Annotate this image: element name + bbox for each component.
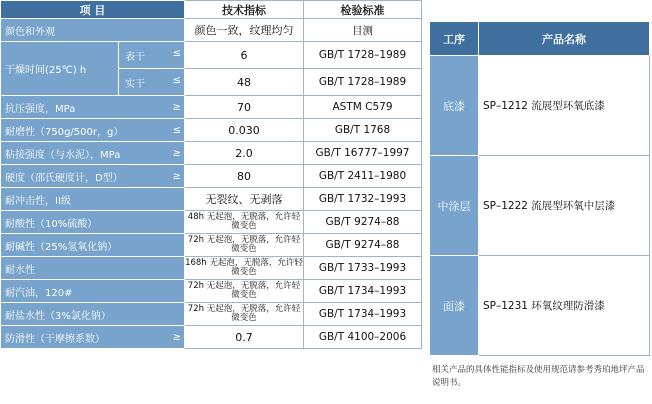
spec-row [1, 280, 422, 303]
appearance-label: 颜色和外观 [1, 19, 185, 42]
spec-label: 粘接强度（与水泥），MPa [5, 149, 121, 161]
drying-sub-label: 表干 [125, 51, 145, 63]
spec-operator: ≥ [172, 147, 181, 159]
spec-label-cell [1, 211, 185, 234]
spec-row [1, 119, 422, 142]
spec-value: 2.0 [185, 142, 304, 165]
spec-value: 无裂纹、无剥落 [185, 188, 304, 211]
spec-standard: GB/T 1734–1993 [304, 280, 422, 303]
footnote: 相关产品的具体性能指标及使用规范请参考秀珀地坪产品说明书。 [432, 365, 645, 388]
spec-row [1, 188, 422, 211]
spec-value: 72h 无起泡，无脱落，允许轻微变色 [185, 303, 304, 326]
header-item: 项 目 [1, 1, 185, 19]
spec-value: 72h 无起泡，无脱落，允许轻微变色 [185, 280, 304, 303]
spec-row [1, 96, 422, 119]
product-row [430, 56, 650, 156]
spec-label: 抗压强度，MPa [5, 103, 76, 115]
spec-label-cell [1, 188, 185, 211]
spec-value: 0.7 [185, 326, 304, 349]
spec-operator: ≤ [172, 124, 181, 136]
spec-label-cell [1, 326, 185, 349]
spec-standard: GB/T 1732–1993 [304, 188, 422, 211]
spec-operator: ≥ [172, 101, 181, 113]
spec-label-cell [1, 257, 185, 280]
product-process: 面漆 [430, 256, 479, 356]
spec-row [1, 234, 422, 257]
product-header-name: 产品名称 [479, 22, 650, 56]
product-table-body [430, 22, 650, 356]
spec-standard: GB/T 9274–88 [304, 234, 422, 257]
drying-sub-op: ≤ [172, 74, 181, 86]
spec-label: 耐水性 [5, 264, 35, 276]
spec-value: 168h 无起泡，无脱落，允许轻微变色 [185, 257, 304, 280]
product-table [429, 21, 650, 356]
spec-value: 70 [185, 96, 304, 119]
spec-value: 80 [185, 165, 304, 188]
spec-label-cell [1, 234, 185, 257]
spec-standard: GB/T 1768 [304, 119, 422, 142]
product-name: SP–1212 流展型环氧底漆 [479, 56, 650, 156]
header-test: 检验标准 [304, 1, 422, 19]
spec-standard: GB/T 16777–1997 [304, 142, 422, 165]
spec-row [1, 211, 422, 234]
spec-standard: GB/T 1733–1993 [304, 257, 422, 280]
drying-standard: GB/T 1728–1989 [304, 69, 422, 96]
drying-sub-cell [119, 42, 185, 69]
spec-row [1, 303, 422, 326]
spec-table-body [1, 1, 422, 349]
spec-operator: ≥ [172, 331, 181, 343]
spec-label: 硬度（邵氏硬度计，D型） [5, 172, 123, 184]
spec-standard: GB/T 2411–1980 [304, 165, 422, 188]
product-name: SP–1231 环氧纹理防滑漆 [479, 256, 650, 356]
spec-value: 72h 无起泡，无脱落，允许轻微变色 [185, 234, 304, 257]
drying-label: 干燥时间(25℃) h [1, 42, 119, 96]
product-header-process: 工序 [430, 22, 479, 56]
spec-label-cell [1, 303, 185, 326]
product-name: SP–1222 流展型环氧中层漆 [479, 156, 650, 256]
spec-row [1, 326, 422, 349]
product-process: 底漆 [430, 56, 479, 156]
spec-label-cell [1, 280, 185, 303]
appearance-standard: 目测 [304, 19, 422, 42]
spec-standard: GB/T 4100–2006 [304, 326, 422, 349]
appearance-value: 颜色一致，纹理均匀 [185, 19, 304, 42]
drying-sub-cell [119, 69, 185, 96]
product-row [430, 256, 650, 356]
spec-row [1, 257, 422, 280]
spec-row [1, 142, 422, 165]
product-row [430, 156, 650, 256]
product-process: 中涂层 [430, 156, 479, 256]
drying-sub-label: 实干 [125, 78, 145, 90]
spec-label: 耐汽油，120# [5, 287, 73, 299]
spec-operator: ≥ [172, 170, 181, 182]
spec-label-cell [1, 142, 185, 165]
spec-label-cell [1, 119, 185, 142]
spec-value: 48h 无起泡，无脱落，允许轻微变色 [185, 211, 304, 234]
spec-label: 耐盐水性（3%氯化钠） [5, 310, 111, 322]
drying-value: 48 [185, 69, 304, 96]
drying-sub-op: ≤ [172, 47, 181, 59]
spec-label-cell [1, 165, 185, 188]
spec-standard: ASTM C579 [304, 96, 422, 119]
spec-label-cell [1, 96, 185, 119]
spec-row [1, 165, 422, 188]
spec-standard: GB/T 9274–88 [304, 211, 422, 234]
spec-label: 耐冲击性，II级 [5, 195, 71, 207]
spec-standard: GB/T 1734–1993 [304, 303, 422, 326]
spec-label: 防滑性（干摩擦系数） [5, 333, 105, 345]
drying-standard: GB/T 1728–1989 [304, 42, 422, 69]
header-tech: 技术指标 [185, 1, 304, 19]
spec-label: 耐碱性（25%氢氧化钠） [5, 241, 118, 253]
spec-label: 耐磨性（750g/500r，g） [5, 126, 124, 138]
spec-value: 0.030 [185, 119, 304, 142]
spec-label: 耐酸性（10%硫酸） [5, 218, 98, 230]
drying-value: 6 [185, 42, 304, 69]
